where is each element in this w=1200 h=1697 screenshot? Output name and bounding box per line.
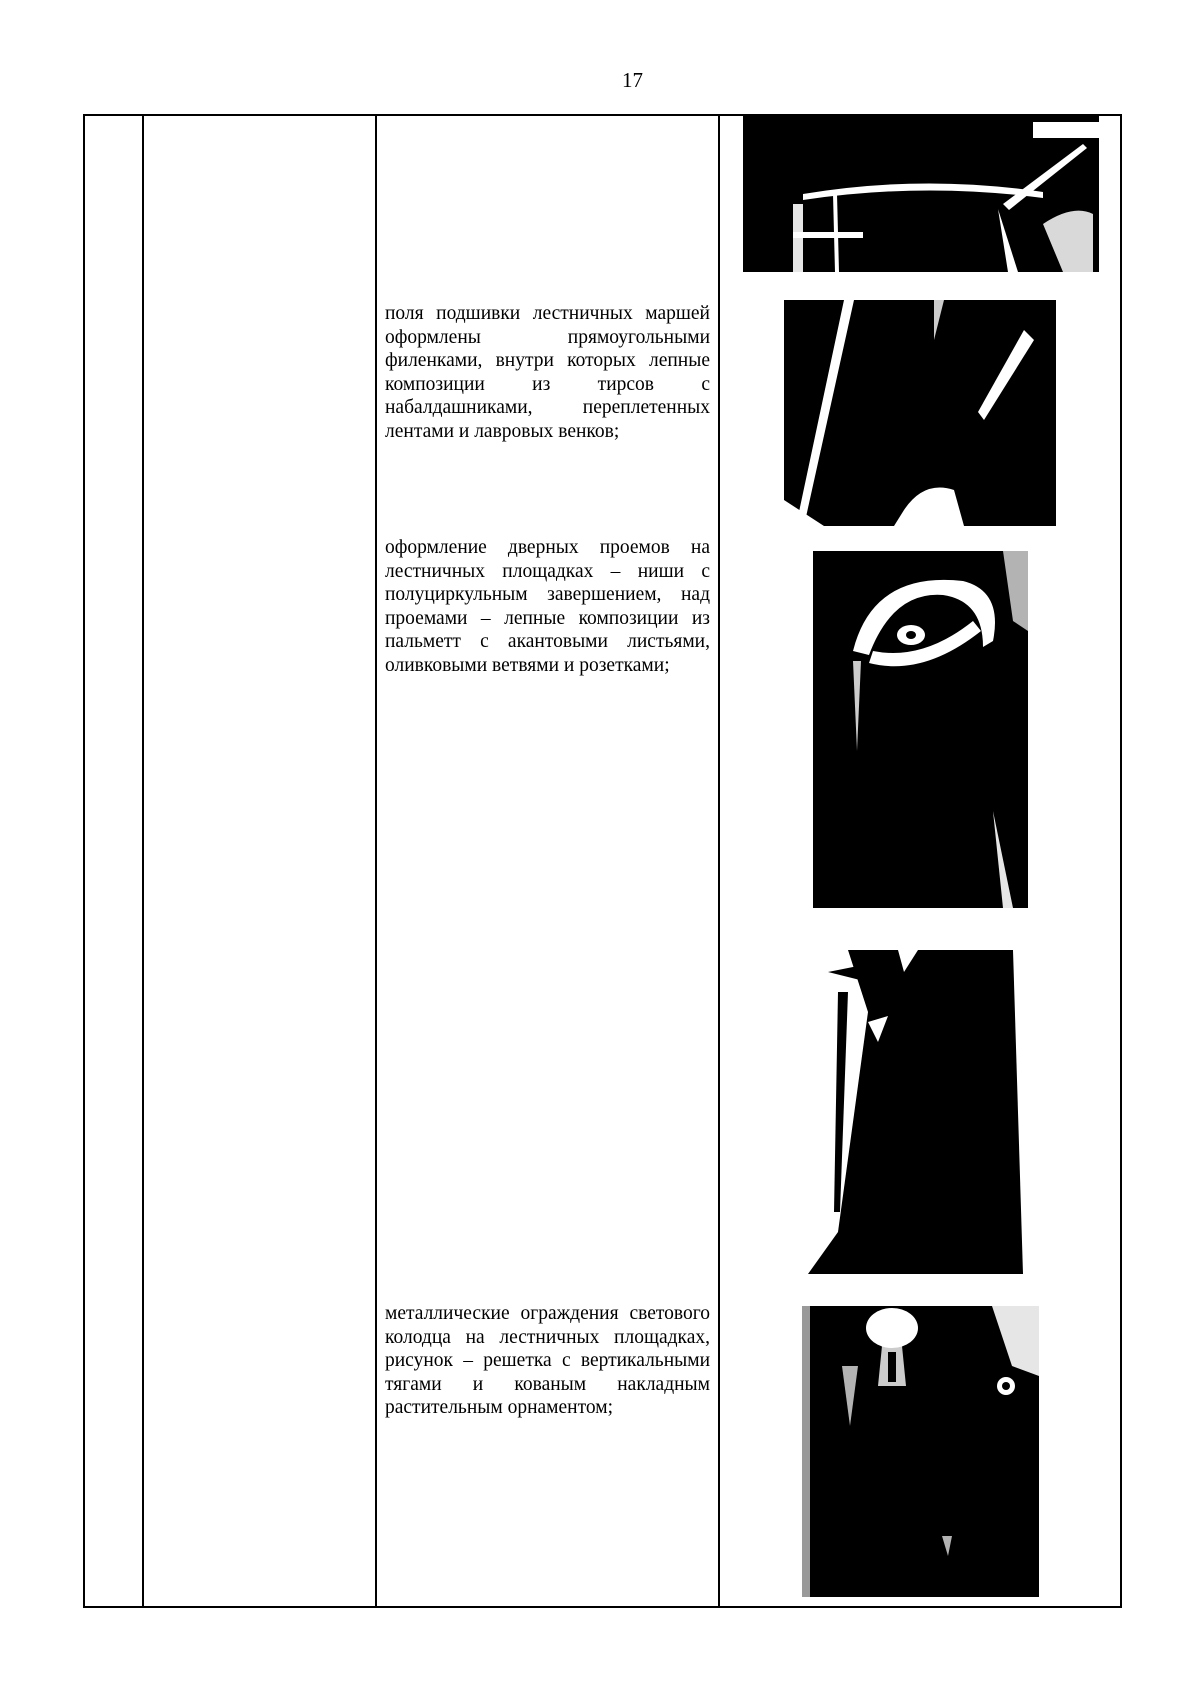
column-divider	[375, 116, 377, 1606]
description-door-openings: оформление дверных проемов на лестничных площадках – ниши с полуциркульным завершением, над проемами – лепные композиции из пальметт с акантовыми листьями, оливковыми ветвями и розетками;	[385, 537, 710, 676]
description-light-well-railing: металлические ограждения светового колодца на лестничных площадках, рисунок – решетка с вертикальными тягами и кованым накладным растительным орнаментом;	[385, 1303, 710, 1419]
page-number: 17	[622, 68, 643, 92]
column-divider	[142, 116, 144, 1606]
photo-door-opening	[808, 932, 1035, 1274]
description-staircase-soffit: поля подшивки лестничных маршей оформлены прямоугольными филенками, внутри которых лепные композиции из тирсов с набалдашниками, переплетенных лентами и лавровых венков;	[385, 303, 710, 442]
photo-railing	[802, 1306, 1039, 1597]
photo-ceiling	[743, 114, 1099, 272]
photo-door-niche	[813, 551, 1028, 908]
photo-soffit	[784, 300, 1056, 526]
column-divider	[718, 116, 720, 1606]
